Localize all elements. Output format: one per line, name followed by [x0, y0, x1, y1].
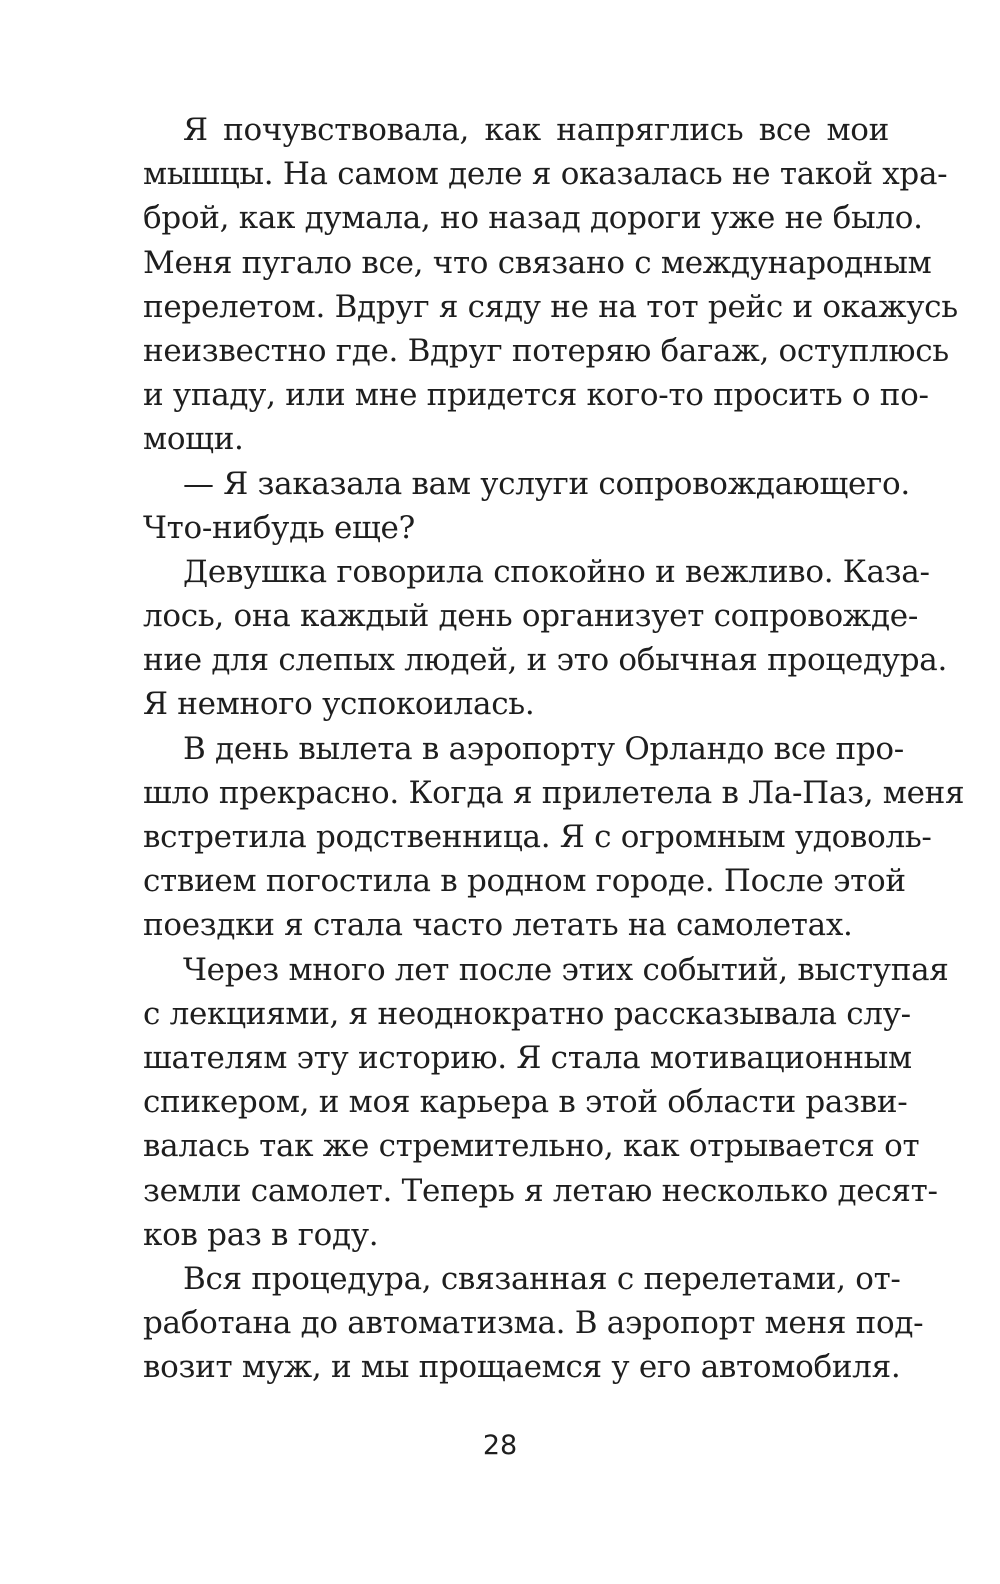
text-line: поездки я стала часто летать на самолетах.	[143, 907, 853, 944]
text-line: шателям эту историю. Я стала мотивационным	[143, 1039, 912, 1076]
text-line: неизвестно где. Вдруг потеряю багаж, оступлюсь	[143, 332, 949, 369]
text-line: мышцы. На самом деле я оказалась не такой хра-	[143, 156, 948, 193]
text-line: шло прекрасно. Когда я прилетела в Ла-Паз, меня	[143, 774, 965, 811]
page-number: 28	[482, 1430, 518, 1461]
text-line: возит муж, и мы прощаемся у его автомобиля.	[143, 1349, 901, 1386]
text-line: перелетом. Вдруг я сяду не на тот рейс и окажусь	[143, 288, 958, 325]
text-line: ков раз в году.	[143, 1216, 379, 1253]
body-text	[143, 108, 965, 1389]
text-line: Меня пугало все, что связано с международным	[143, 244, 932, 281]
dialogue-line: Что-нибудь еще?	[143, 509, 415, 546]
text-line: спикером, и моя карьера в этой области разви-	[143, 1084, 908, 1121]
text-line: Девушка говорила спокойно и вежливо. Каза-	[183, 553, 930, 590]
text-line: валась так же стремительно, как отрывается от	[143, 1128, 920, 1165]
text-line: встретила родственница. Я с огромным удоволь-	[143, 819, 932, 855]
text-line: В день вылета в аэропорту Орландо все про-	[183, 730, 904, 767]
text-line: и упаду, или мне придется кого-то просить о по-	[143, 377, 929, 414]
text-line: с лекциями, я неоднократно рассказывала слу-	[143, 995, 911, 1032]
text-line: мощи.	[143, 421, 244, 458]
text-line: брой, как думала, но назад дороги уже не было.	[143, 200, 923, 237]
text-line: ствием погостила в родном городе. После этой	[143, 863, 906, 900]
text-line: ние для слепых людей, и это обычная процедура.	[143, 642, 948, 679]
text-line: земли самолет. Теперь я летаю несколько десят-	[143, 1172, 938, 1209]
text-line: Вся процедура, связанная с перелетами, от-	[183, 1260, 901, 1297]
text-line: Я немного успокоилась.	[143, 686, 535, 723]
text-line: Через много лет после этих событий, выступая	[183, 951, 949, 988]
text-line: Я почувствовала, как напряглись все мои	[183, 112, 889, 148]
dialogue-line: — Я заказала вам услуги сопровождающего.	[183, 465, 910, 502]
text-line: работана до автоматизма. В аэропорт меня под-	[143, 1305, 924, 1342]
text-line: лось, она каждый день организует сопровожде-	[143, 598, 919, 635]
